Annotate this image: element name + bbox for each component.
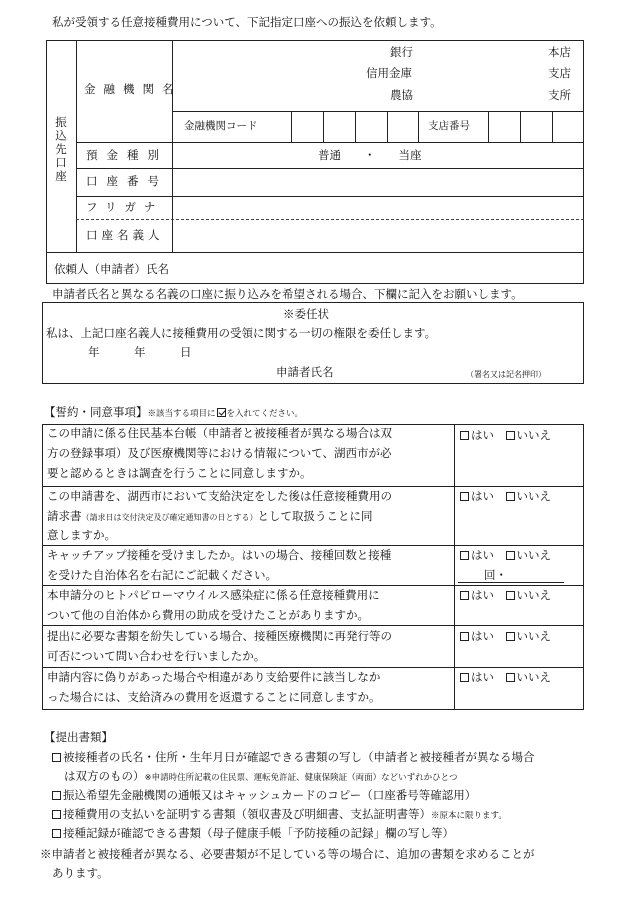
doc-checkbox-1[interactable] [52, 753, 61, 762]
delegation-title: ※委任状 [283, 307, 329, 321]
doc-item-1-text: 被接種者の氏名・住所・生年月日が確認できる書類の写し（申請者と被接種者が異なる場合 [63, 750, 535, 764]
checkbox-yes-3[interactable] [460, 551, 469, 560]
checkbox-yes-4[interactable] [460, 591, 469, 600]
checkbox-no-1[interactable] [506, 431, 515, 440]
doc-item-3-text: 接種費用の支払いを証明する書類（領収書及び明細書、支払証明書等） [63, 807, 431, 821]
pledge-heading-text: 【誓約・同意事項】 [44, 405, 148, 419]
no-label: いいえ [516, 670, 551, 684]
pledge-row6-answer[interactable] [460, 672, 551, 684]
branch-type-office: 支所 [548, 88, 571, 102]
account-holder-label: 口座名義人 [86, 228, 164, 242]
bank-name-label: 金融機関名 [84, 82, 182, 96]
pledge-row5-line2: 可否について問い合わせを行いましたか。 [47, 649, 266, 663]
pledge-row2-line2-b: として取扱うことに同 [257, 509, 373, 523]
pledge-row2-line2-a: 請求書 [47, 509, 82, 523]
doc-checkbox-2[interactable] [52, 791, 61, 800]
no-label: いいえ [516, 629, 551, 643]
no-label: いいえ [516, 428, 551, 442]
bank-type-shinkin: 信用金庫 [366, 66, 412, 80]
pledge-row4-line1: 本申請分のヒトパピローマウイルス感染症に係る任意接種費用に [47, 588, 380, 602]
checkbox-no-5[interactable] [506, 632, 515, 641]
bank-code-label: 金融機関コード [184, 120, 258, 132]
pledge-row6-line1: 申請内容に偽りがあった場合や相違があり支給要件に該当しなか [47, 670, 381, 684]
doc-item-3 [52, 809, 507, 821]
pledge-note-post: を入れてください。 [226, 409, 304, 419]
pledge-row6-line2: った場合には、支給済みの費用を返還することに同意しますか。 [47, 690, 381, 704]
bank-type-bank: 銀行 [390, 45, 413, 59]
doc-item-3-small: ※原本に限ります。 [431, 811, 507, 821]
pledge-row1-answer[interactable] [460, 430, 551, 442]
delegation-date: 年 年 日 [88, 345, 192, 359]
doc-item-1-small: ※申請時住所記載の住民票、運転免許証、健康保険証（両面）などいずれかひとつ [144, 773, 458, 783]
yes-label: はい [471, 588, 494, 602]
yes-label: はい [471, 428, 494, 442]
checkbox-yes-5[interactable] [460, 632, 469, 641]
pledge-row5-answer[interactable] [460, 631, 551, 643]
doc-item-4 [52, 828, 454, 840]
account-number-label: 口座番号 [86, 174, 168, 188]
catchup-count-label: 回・ [484, 568, 507, 582]
no-label: いいえ [516, 548, 551, 562]
doc-checkbox-4[interactable] [52, 829, 61, 838]
pledge-row1-line2: 方の登録事項）及び医療機関等における情報について、湖西市が必 [47, 446, 392, 460]
transfer-side-label: 振込先口座 [54, 116, 68, 184]
signature-note: （署名又は記名押印） [466, 370, 546, 379]
pledge-row2-line2 [47, 511, 373, 523]
delegation-body: 私は、上記口座名義人に接種費用の受領に関する一切の権限を委任します。 [46, 326, 437, 340]
checkmark-icon [217, 408, 226, 417]
requester-name-label: 依頼人（申請者）氏名 [54, 262, 169, 276]
yes-label: はい [471, 629, 494, 643]
no-label: いいえ [516, 588, 551, 602]
pledge-row2-line1: この申請書を、湖西市において支給決定をした後は任意接種費用の [47, 489, 392, 503]
doc-item-1 [52, 752, 535, 764]
pledge-row3-line2: を受けた自治体名を右記にご記載ください。 [47, 568, 277, 582]
doc-item-1-cont-text: は双方のもの） [64, 769, 145, 783]
pledge-note-pre: ※該当する項目に [147, 409, 216, 419]
doc-item-2-text: 振込希望先金融機関の通帳又はキャッシュカードのコピー（口座番号等確認用） [63, 788, 477, 802]
yes-label: はい [471, 489, 494, 503]
branch-number-label: 支店番号 [428, 120, 470, 132]
intro-text: 私が受領する任意接種費用について、下記指定口座への振込を依頼します。 [52, 15, 442, 29]
delegation-note: 申請者氏名と異なる名義の口座に振り込みを希望される場合、下欄に記入をお願いします。 [52, 287, 523, 301]
no-label: いいえ [516, 489, 551, 503]
catchup-count-underline [458, 582, 564, 583]
yes-label: はい [471, 670, 494, 684]
docs-footnote-1: ※申請者と被接種者が異なる、必要書類が不足している等の場合に、追加の書類を求めることが [40, 847, 535, 861]
pledge-row2-line3: 意しますか。 [47, 528, 116, 542]
checkbox-no-4[interactable] [506, 591, 515, 600]
checkbox-no-2[interactable] [506, 492, 515, 501]
deposit-type-label: 預金種別 [86, 148, 168, 162]
docs-heading: 【提出書類】 [44, 730, 113, 744]
pledge-row2-small: （請求日は交付決定及び確定通知書の日とする） [81, 513, 258, 522]
pledge-row2-answer[interactable] [460, 491, 551, 503]
furigana-label: フリガナ [86, 200, 164, 214]
pledge-heading [44, 407, 303, 419]
doc-checkbox-3[interactable] [52, 810, 61, 819]
pledge-row3-answer[interactable] [460, 550, 551, 562]
pledge-row1-line1: この申請に係る住民基本台帳（申請者と被接種者が異なる場合は双 [47, 426, 392, 440]
branch-type-main: 本店 [548, 45, 571, 59]
pledge-row1-line3: 要と認めるときは調査を行うことに同意しますか。 [47, 466, 312, 480]
doc-item-1-cont [64, 771, 457, 783]
checkbox-yes-6[interactable] [460, 673, 469, 682]
docs-footnote-2: あります。 [52, 866, 109, 880]
checkbox-no-3[interactable] [506, 551, 515, 560]
yes-label: はい [471, 548, 494, 562]
deposit-type-options[interactable]: 普通 ・ 当座 [318, 148, 422, 162]
pledge-row5-line1: 提出に必要な書類を紛失している場合、接種医療機関に再発行等の [47, 629, 392, 643]
applicant-name-label: 申請者氏名 [276, 365, 334, 379]
pledge-row4-line2: ついて他の自治体から費用の助成を受けたことがありますか。 [47, 608, 369, 622]
doc-item-2 [52, 790, 476, 802]
checkbox-yes-1[interactable] [460, 431, 469, 440]
branch-type-branch: 支店 [548, 66, 571, 80]
bank-type-nokyo: 農協 [390, 88, 413, 102]
pledge-row4-answer[interactable] [460, 590, 551, 602]
pledge-row3-line1: キャッチアップ接種を受けましたか。はいの場合、接種回数と接種 [47, 548, 392, 562]
checkbox-no-6[interactable] [506, 673, 515, 682]
doc-item-4-text: 接種記録が確認できる書類（母子健康手帳「予防接種の記録」欄の写し等） [63, 826, 454, 840]
checkbox-yes-2[interactable] [460, 492, 469, 501]
